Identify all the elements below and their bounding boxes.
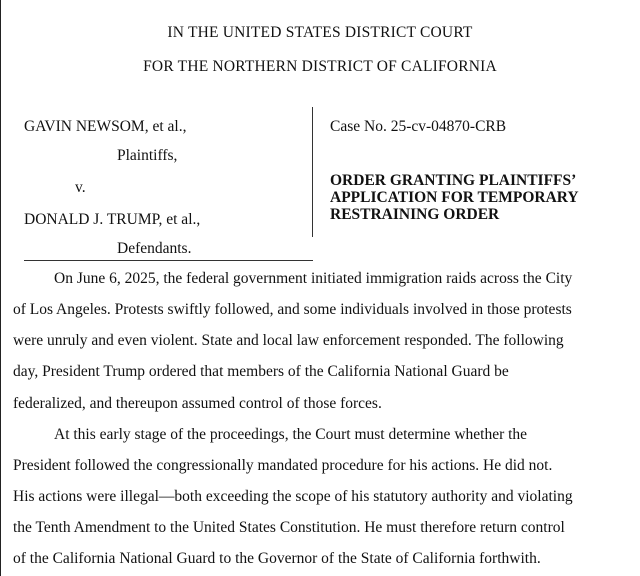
caption-bottom-rule xyxy=(24,260,313,261)
versus-label: v. xyxy=(75,179,86,196)
caption-vertical-divider xyxy=(312,107,313,237)
body-line-1: On June 6, 2025, the federal government initiated immigration raids across the City xyxy=(54,270,573,287)
order-title: ORDER GRANTING PLAINTIFFS’ APPLICATION FOR TEMPORARY RESTRAINING ORDER xyxy=(330,172,579,223)
body-line-8: His actions were illegal—both exceeding the scope of his statutory authority and violating xyxy=(13,488,573,505)
defendants-label: Defendants. xyxy=(117,240,192,257)
plaintiff-name: GAVIN NEWSOM, et al., xyxy=(24,118,187,135)
page-edge xyxy=(0,0,1,576)
case-number: Case No. 25-cv-04870-CRB xyxy=(330,118,507,135)
body-line-6: At this early stage of the proceedings, the Court must determine whether the xyxy=(54,426,528,443)
court-name-line-1: IN THE UNITED STATES DISTRICT COURT xyxy=(167,24,473,41)
plaintiffs-label: Plaintiffs, xyxy=(117,147,178,164)
body-line-7: President followed the congressionally mandated procedure for his actions. He did not. xyxy=(13,457,553,474)
body-line-9: the Tenth Amendment to the United States Constitution. He must therefore return control xyxy=(13,519,565,536)
body-line-2: of Los Angeles. Protests swiftly followed, and some individuals involved in those protests xyxy=(13,301,572,318)
body-line-5: federalized, and thereupon assumed control of those forces. xyxy=(13,395,382,412)
body-line-4: day, President Trump ordered that members of the California National Guard be xyxy=(13,363,509,380)
body-line-10: of the California National Guard to the Governor of the State of California forthwith. xyxy=(13,550,541,567)
court-name-line-2: FOR THE NORTHERN DISTRICT OF CALIFORNIA xyxy=(143,58,497,75)
body-line-3: were unruly and even violent. State and local law enforcement responded. The following xyxy=(13,332,564,349)
defendant-name: DONALD J. TRUMP, et al., xyxy=(24,211,201,228)
